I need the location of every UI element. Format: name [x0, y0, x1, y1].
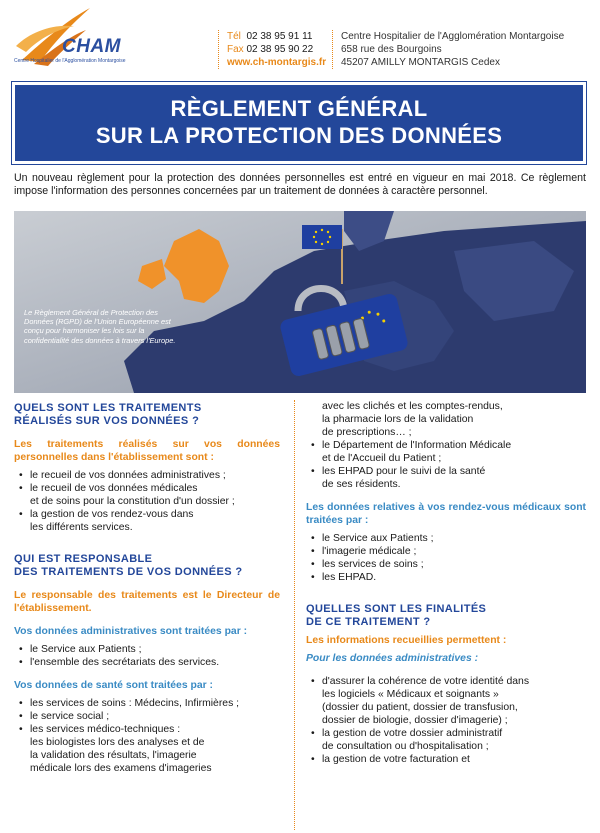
list-item: • les services médico-techniques : [14, 723, 280, 736]
title-line-1: RÈGLEMENT GÉNÉRAL [170, 96, 428, 121]
list-item: • les services de soins ; [306, 558, 586, 571]
list-item: • la gestion de votre facturation et [306, 753, 586, 766]
list-item-continuation: (dossier du patient, dossier de transfusion, [322, 702, 518, 713]
section-title-traitements [14, 402, 280, 428]
list-item-continuation: les biologistes lors des analyses et de [30, 737, 205, 748]
address-line-3: 45207 AMILLY MONTARGIS Cedex [341, 57, 500, 68]
section-title-finalites [306, 603, 586, 629]
traitements-subtitle: Les traitements réalisés sur vos données personnelles dans l'établissement sont : [14, 439, 280, 463]
title-line-2: SUR LA PROTECTION DES DONNÉES [95, 123, 503, 148]
list-item-continuation: de prescriptions… ; [322, 427, 412, 438]
title-line: DES TRAITEMENTS DE VOS DONNÉES ? [14, 566, 243, 578]
list-item-continuation: et de soins pour la constitution d'un dossier ; [30, 496, 235, 507]
list-item-continuation: et de l'Accueil du Patient ; [322, 453, 442, 464]
admin-data-subtitle: Vos données administratives sont traitées par : [14, 626, 248, 637]
list-item: • le recueil de vos données médicales [14, 482, 280, 495]
title-line: RÉALISÉS SUR VOS DONNÉES ? [14, 415, 200, 427]
list-item-continuation: les différents services. [30, 522, 133, 533]
appointments-subtitle: Les données relatives à vos rendez-vous médicaux sont traitées par : [306, 502, 586, 526]
list-item-continuation: les logiciels « Médicaux et soignants » [322, 689, 499, 700]
page-title [15, 95, 583, 149]
list-item-continuation: de ses résidents. [322, 479, 401, 490]
list-item-continuation: la validation des résultats, l'imagerie [30, 750, 197, 761]
list-item: • la gestion de votre dossier administratif [306, 727, 586, 740]
list-item: • les services de soins : Médecins, Infirmières ; [14, 697, 280, 710]
tel-number: 02 38 95 91 11 [246, 31, 313, 42]
page-header [0, 0, 600, 80]
list-item-continuation: de consultation ou d'hospitalisation ; [322, 741, 489, 752]
website-link[interactable]: www.ch-montargis.fr [227, 57, 327, 68]
logo-subtitle: Centre Hospitalier de l'Agglomération Montargoise [14, 58, 126, 64]
list-item: • le service social ; [14, 710, 280, 723]
list-item: • le Service aux Patients ; [306, 532, 586, 545]
address-line-1: Centre Hospitalier de l'Agglomération Montargoise [341, 31, 565, 42]
section-title-responsable [14, 553, 280, 579]
photo-caption: Le Règlement Général de Protection des Données (RGPD) de l'Union Européenne est conçu pour harmoniser les lois sur la confidentialité des données à travers l'Europe. [24, 308, 176, 345]
title-banner [12, 82, 586, 164]
responsable-subtitle: Le responsable des traitements est le Directeur de l'établissement. [14, 590, 280, 614]
eu-map-padlock-image [14, 211, 586, 393]
tel-label: Tél [227, 31, 241, 42]
list-item: • l'ensemble des secrétariats des services. [14, 656, 280, 669]
list-item: • le Département de l'Information Médicale [306, 439, 586, 452]
column-divider [294, 400, 295, 830]
list-item-continuation: la pharmacie lors de la validation [322, 414, 474, 425]
list-item-continuation: avec les clichés et les comptes-rendus, [322, 401, 503, 412]
list-item: • les EHPAD. [306, 571, 586, 584]
logo-text: CHAM [62, 36, 121, 57]
list-item: • le recueil de vos données administratives ; [14, 469, 280, 482]
title-line: QUELLES SONT LES FINALITÉS [306, 603, 487, 615]
right-column [306, 400, 586, 766]
fax-label: Fax [227, 44, 244, 55]
left-column [14, 402, 280, 775]
admin-purposes-subtitle: Pour les données administratives : [306, 653, 479, 664]
contact-block [218, 30, 326, 69]
list-item: • le Service aux Patients ; [14, 643, 280, 656]
list-item: • la gestion de vos rendez-vous dans [14, 508, 280, 521]
list-item-continuation: dossier de biologie, dossier d'imagerie) ; [322, 715, 508, 726]
finalites-subtitle: Les informations recueillies permettent : [306, 635, 507, 646]
address-line-2: 658 rue des Bourgoins [341, 44, 442, 55]
health-data-subtitle: Vos données de santé sont traitées par : [14, 680, 214, 691]
list-item: • d'assurer la cohérence de votre identité dans [306, 675, 586, 688]
list-item: • l'imagerie médicale ; [306, 545, 586, 558]
title-line: QUELS SONT LES TRAITEMENTS [14, 402, 202, 414]
intro-paragraph: Un nouveau règlement pour la protection des données personnelles est entré en vigueur en mai 2018. Ce règlement impose l'information des personnes concernées par un traitement de données à caractère personnel. [14, 172, 586, 197]
address-block [332, 30, 564, 69]
title-line: DE CE TRAITEMENT ? [306, 616, 431, 628]
title-line: QUI EST RESPONSABLE [14, 553, 153, 565]
list-item: • les EHPAD pour le suivi de la santé [306, 465, 586, 478]
fax-number: 02 38 95 90 22 [246, 44, 314, 55]
list-item-continuation: médicale lors des examens d'imageries [30, 763, 212, 774]
